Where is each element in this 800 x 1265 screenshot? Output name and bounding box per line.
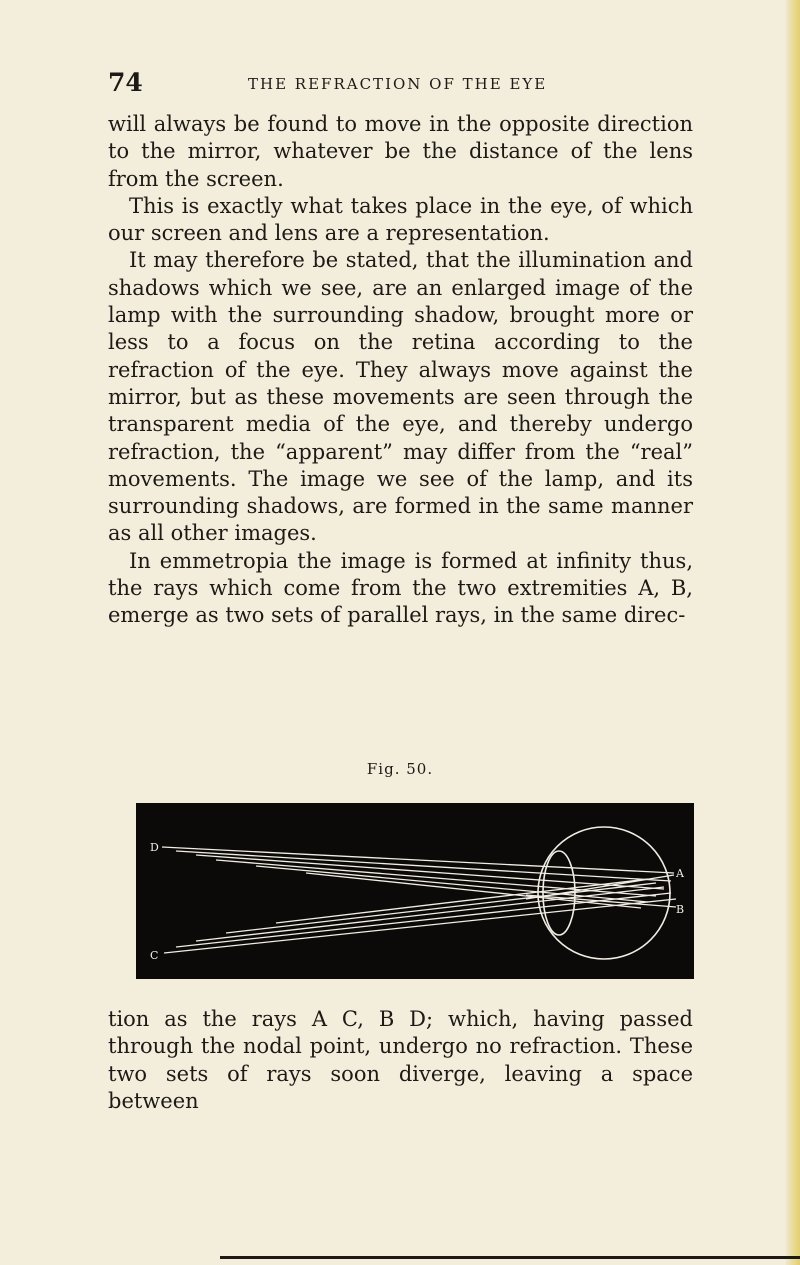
paragraph: In emmetropia the image is formed at infinity thus, the rays which come from the two extremities A, B, emerge as two sets of parallel rays, in the same direc- bbox=[108, 548, 693, 628]
paragraph-continued: will always be found to move in the opposite direction to the mirror, whatever be the distance of the lens from the screen. bbox=[108, 112, 693, 191]
paragraph-continued: tion as the rays A C, B D; which, having passed through the nodal point, undergo no refraction. These two sets of rays soon diverge, leaving a space between bbox=[108, 1007, 693, 1113]
paragraph: It may therefore be stated, that the illumination and shadows which we see, are an enlarged image of the lamp with the surrounding shadow, brought more or less to a focus on the retina according to the refraction of the eye. They always move against the mirror, but as these movements are seen through the transparent media of the eye, and thereby undergo refraction, the “apparent” may differ from the “real” movements. The image we see of the lamp, and its surrounding shadows, are formed in the same manner as all other images. bbox=[108, 248, 693, 546]
page-number: 74 bbox=[108, 68, 143, 97]
label-c: C bbox=[150, 949, 159, 962]
page-header bbox=[108, 68, 708, 98]
paragraph: This is exactly what takes place in the eye, of which our screen and lens are a representation. bbox=[108, 193, 693, 246]
label-d: D bbox=[150, 841, 159, 854]
body-text-bottom bbox=[108, 1006, 693, 1115]
label-b: B bbox=[676, 903, 685, 916]
bottom-rule bbox=[220, 1256, 800, 1259]
figure-caption: Fig. 50. bbox=[366, 760, 434, 778]
page-edge-gilding bbox=[786, 0, 800, 1265]
body-text-top bbox=[108, 111, 693, 630]
figure-eye-diagram bbox=[136, 803, 694, 979]
figure-background bbox=[136, 803, 694, 979]
label-a: A bbox=[676, 867, 684, 880]
running-head: THE REFRACTION OF THE EYE bbox=[248, 75, 548, 93]
eye-diagram-svg bbox=[136, 803, 694, 979]
